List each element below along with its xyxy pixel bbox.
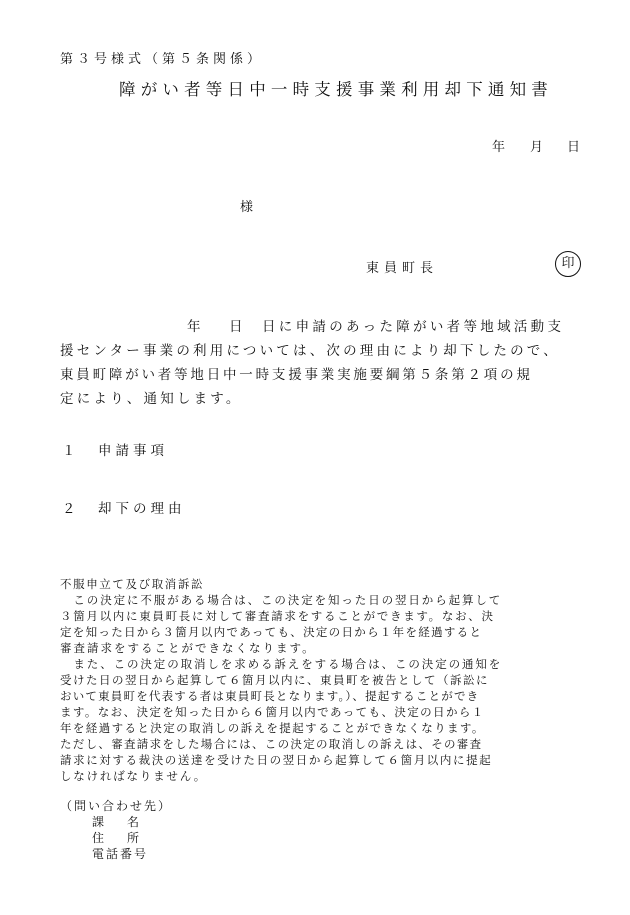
notice-line: しなければなりません。 <box>60 769 207 783</box>
notice-line: この決定に不服がある場合は、この決定を知った日の翌日から起算して <box>60 593 503 607</box>
contact-title: （問い合わせ先） <box>60 799 173 813</box>
form-number: 第３号様式（第５条関係） <box>60 52 265 67</box>
date-day-label: 日 <box>567 140 581 155</box>
issuer-name: 東員町長 <box>366 261 439 276</box>
section-1-label: 申請事項 <box>98 443 168 459</box>
notice-line: ただし、審査請求をした場合には、この決定の取消しの訴えは、その審査 <box>60 737 483 751</box>
body-line-4: 定により、通知します。 <box>60 391 243 407</box>
body-year-label: 年 <box>187 319 201 335</box>
notice-title: 不服申立て及び取消訴訟 <box>60 577 205 591</box>
notice-line: 定を知った日から３箇月以内であっても、決定の日から１年を経過すると <box>60 625 483 639</box>
section-2-number: ２ <box>62 501 76 517</box>
section-1-number: １ <box>62 443 76 459</box>
notice-line: また、この決定の取消しを求める訴えをする場合は、この決定の通知を <box>60 657 503 671</box>
addressee-honorific: 様 <box>240 200 254 215</box>
body-line-2: 援センター事業の利用については、次の理由により却下したので、 <box>60 343 560 359</box>
body-line-1-text: 日に申請のあった障がい者等地域活動支 <box>262 319 565 335</box>
section-2-label: 却下の理由 <box>98 501 186 517</box>
seal-mark: 印 <box>555 251 581 277</box>
date-year-label: 年 <box>492 140 506 155</box>
notice-line: 請求に対する裁決の送達を受けた日の翌日から起算して６箇月以内に提起 <box>60 753 493 767</box>
date-month-label: 月 <box>530 140 544 155</box>
contact-address-label: 住所 <box>92 831 163 845</box>
notice-line: 審査請求をすることができなくなります。 <box>60 641 316 655</box>
body-line-3: 東員町障がい者等地日中一時支援事業実施要綱第５条第２項の規 <box>60 367 533 383</box>
notice-line: 受けた日の翌日から起算して６箇月以内に、東員町を被告として（訴訟に <box>60 673 489 687</box>
notice-line: ます。なお、決定を知った日から６箇月以内であっても、決定の日から１ <box>60 705 485 719</box>
contact-department-label: 課名 <box>92 815 163 829</box>
notice-line: 年を経過すると決定の取消しの訴えを提起することができなくなります。 <box>60 721 485 735</box>
document-title: 障がい者等日中一時支援事業利用却下通知書 <box>119 80 553 99</box>
notice-line: ３箇月以内に東員町長に対して審査請求をすることができます。なお、決 <box>60 609 495 623</box>
notice-line: おいて東員町を代表する者は東員町長となります。）、提起することができ <box>60 689 480 703</box>
contact-phone-label: 電話番号 <box>92 847 149 861</box>
body-month-label: 日 <box>229 319 243 335</box>
